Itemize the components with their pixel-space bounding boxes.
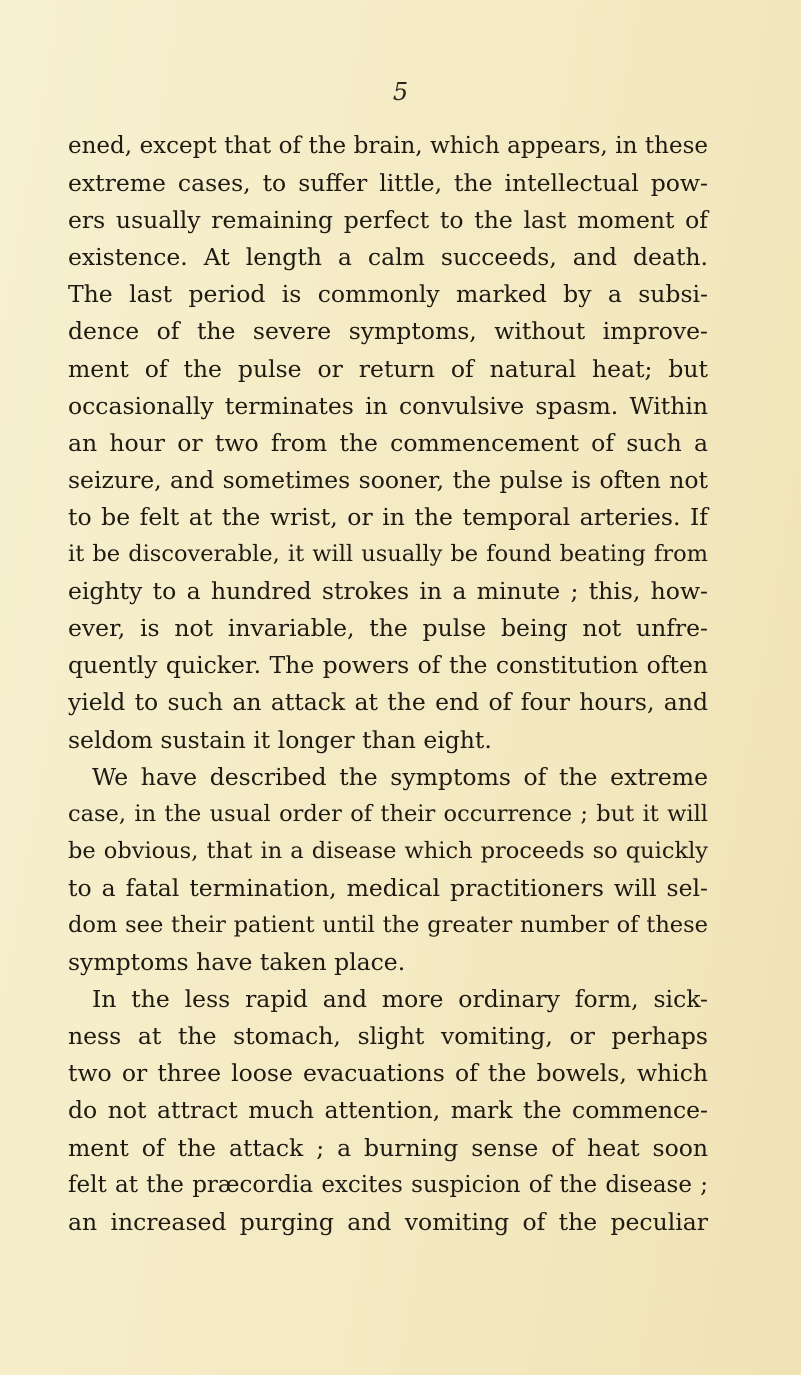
text-line: dence of the severe symptoms, without improve- [68, 317, 708, 346]
text-line: ever, is not invariable, the pulse being not unfre- [68, 614, 708, 643]
text-line: eighty to a hundred strokes in a minute ; this, how- [68, 577, 708, 606]
text-line: felt at the præcordia excites suspicion of the disease ; [68, 1171, 708, 1198]
text-line: ness at the stomach, slight vomiting, or perhaps [68, 1022, 708, 1051]
text-line: symptoms have taken place. [68, 948, 406, 977]
text-line: to be felt at the wrist, or in the temporal arteries. If [68, 502, 708, 531]
text-line: an increased purging and vomiting of the peculiar [68, 1207, 708, 1236]
text-line: existence. At length a calm succeeds, and death. [68, 243, 708, 272]
text-line: an hour or two from the commencement of such a [68, 428, 708, 457]
text-line: extreme cases, to suffer little, the intellectual pow- [68, 169, 708, 198]
text-line: ment of the pulse or return of natural heat; but [68, 354, 708, 383]
text-line: quently quicker. The powers of the constitution often [68, 651, 708, 680]
text-line: be obvious, that in a disease which proceeds so quickly [68, 837, 708, 864]
text-line: We have described the symptoms of the extreme [92, 762, 708, 791]
text-line: ened, except that of the brain, which appears, in these [68, 133, 708, 159]
text-line: two or three loose evacuations of the bowels, which [68, 1059, 708, 1088]
text-line: dom see their patient until the greater number of these [68, 911, 708, 938]
text-line: ers usually remaining perfect to the last moment of [68, 206, 708, 235]
text-line: yield to such an attack at the end of four hours, and [68, 688, 708, 717]
text-line: occasionally terminates in convulsive spasm. Within [68, 391, 708, 420]
text-line: In the less rapid and more ordinary form, sick- [92, 985, 708, 1014]
body-text [68, 128, 708, 1241]
text-line: seldom sustain it longer than eight. [68, 725, 492, 754]
text-line: to a fatal termination, medical practitioners will sel- [68, 873, 708, 902]
text-line: do not attract much attention, mark the commence- [68, 1096, 708, 1125]
text-line: case, in the usual order of their occurrence ; but it will [68, 800, 708, 827]
page-number: 5 [392, 78, 409, 106]
text-line: The last period is commonly marked by a subsi- [68, 280, 708, 309]
text-line: it be discoverable, it will usually be found beating from [68, 541, 708, 568]
text-line: ment of the attack ; a burning sense of heat soon [68, 1133, 708, 1162]
text-line: seizure, and sometimes sooner, the pulse is often not [68, 465, 708, 494]
